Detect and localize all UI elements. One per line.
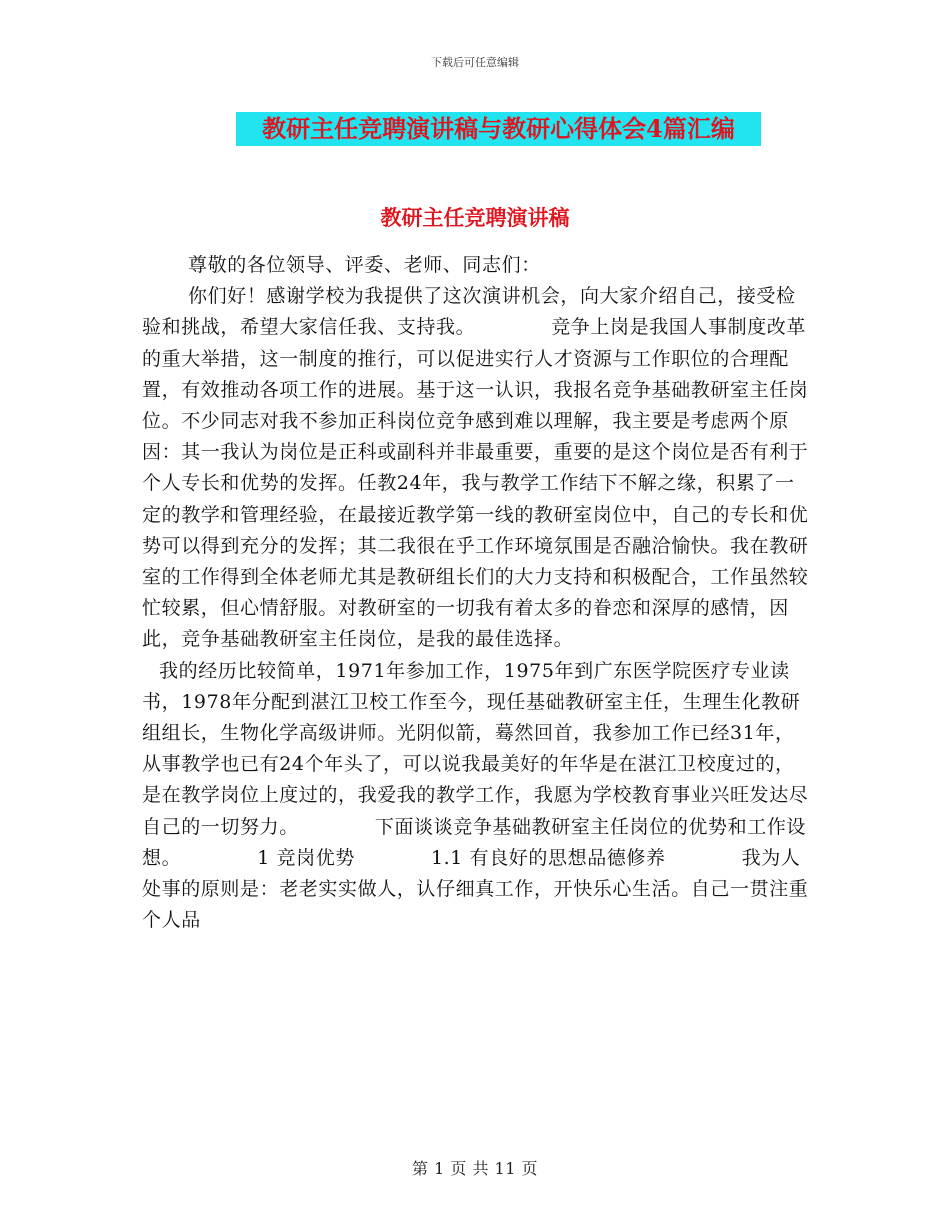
section-title: 教研主任竞聘演讲稿 bbox=[380, 205, 570, 230]
heading-1: 1 竞岗优势 bbox=[257, 846, 355, 869]
body-text bbox=[142, 250, 810, 936]
document-title: 教研主任竞聘演讲稿与教研心得体会4篇汇编 bbox=[236, 112, 761, 146]
page-footer: 第 1 页 共 11 页 bbox=[412, 1159, 538, 1178]
greeting-paragraph: 尊敬的各位领导、评委、老师、同志们： bbox=[188, 254, 541, 276]
paragraph-2 bbox=[142, 656, 810, 937]
paragraph-2-transition: 下面谈谈竞争基础教研室主任岗位的优势和工作设想。 bbox=[142, 815, 807, 869]
paragraph-1 bbox=[142, 281, 810, 655]
paragraph-2-principles: 我为人处事的原则是：老老实实做人，认仔细真工作，开快乐心生活。自己一贯注重个人品 bbox=[142, 846, 809, 932]
heading-1-1: 1.1 有良好的思想品德修养 bbox=[430, 846, 666, 869]
header-note: 下载后可任意编辑 bbox=[431, 56, 519, 69]
paragraph-2-experience: 我的经历比较简单，1971年参加工作，1975年到广东医学院医疗专业读书，1978年分配到湛江卫校工作至今，现任基础教研室主任，生理生化教研组组长，生物化学高级讲师。光阴似箭，蓦然回首，我参加工作已经31年，从事教学也已有24个年头了，可以说我最美好的年华是在湛江卫校度过的，是在教学岗位上度过的，我爱我的教学工作，我愿为学校教育事业兴旺发达尽自己的一切努力。 bbox=[142, 659, 809, 838]
paragraph-1-intro: 你们好！感谢学校为我提供了这次演讲机会，向大家介绍自己，接受检验和挑战，希望大家信任我、支持我。 bbox=[142, 285, 796, 339]
paragraph-1-main: 竞争上岗是我国人事制度改革的重大举措，这一制度的推行，可以促进实行人才资源与工作职位的合理配置，有效推动各项工作的进展。基于这一认识，我报名竞争基础教研室主任岗位。不少同志对我不参加正科岗位竞争感到难以理解，我主要是考虑两个原因：其一我认为岗位是正科或副科并非最重要，重要的是这个岗位是否有利于个人专长和优势的发挥。任教24年，我与教学工作结下不解之缘，积累了一定的教学和管理经验，在最接近教学第一线的教研室岗位中，自己的专长和优势可以得到充分的发挥；其二我很在乎工作环境氛围是否融洽愉快。我在教研室的工作得到全体老师尤其是教研组长们的大力支持和积极配合，工作虽然较忙较累，但心情舒服。对教研室的一切我有着太多的眷恋和深厚的感情，因此，竞争基础教研室主任岗位，是我的最佳选择。 bbox=[142, 316, 809, 651]
